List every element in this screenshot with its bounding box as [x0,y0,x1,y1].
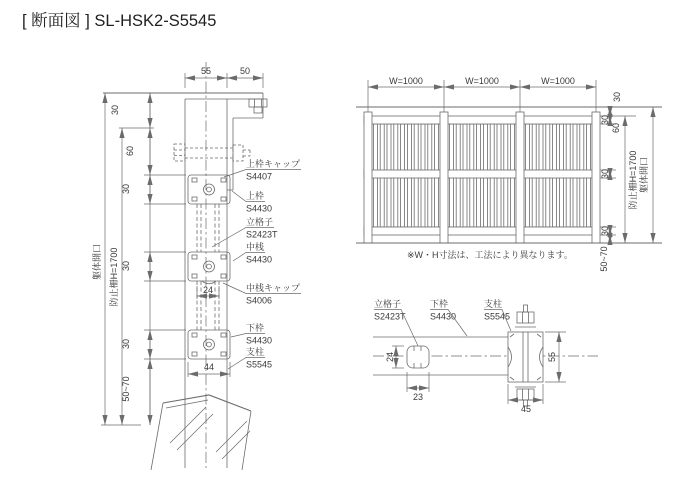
part-top-rail-code: S4430 [246,203,273,214]
mid-rail-box [188,252,230,284]
anchor-bolt [249,99,267,113]
detail-dim-45: 45 [520,404,532,414]
part-top-cap-name: 上枠キャップ [246,159,301,169]
dim-24: 24 [202,285,214,295]
dim-rail-width [188,362,230,377]
elevation-top-rail [364,116,600,124]
detail-dim-23: 23 [412,392,424,402]
bar-hidden-lines [197,204,219,330]
section-view [91,62,301,470]
elev-label-opening: 躯体開口 [639,156,649,194]
elev-dim-bottom-gap: 50~70 [599,246,609,272]
detail-dim-24: 24 [385,351,395,363]
part-top-cap-code: S4407 [246,171,273,182]
section-left-dims [91,93,186,425]
mid-cap-profile [202,281,216,284]
detail-bar-code: S2423T [374,311,406,322]
elevation-view [356,76,662,272]
concrete-sill [151,395,251,470]
dim-bottom-gap: 50~70 [121,376,131,402]
dim-bottom-rail-h: 30 [121,338,131,350]
label-fence-height: 防止柵H=1700 [109,247,119,307]
elev-dim-mid-rail-h: 30 [600,168,610,180]
detail-bar-section [407,346,429,368]
top-rail-box [188,175,230,204]
elev-dim-bottom-rail-h: 30 [600,225,610,237]
elev-dim-bracket-drop: 60 [611,122,621,134]
part-top-rail-name: 上枠 [246,191,265,201]
dim-50: 50 [239,66,251,76]
elevation-right-dims [599,92,653,272]
dim-w1: W=1000 [389,76,423,86]
dim-top-offset: 30 [110,104,120,116]
part-bar-code: S2423T [246,229,278,240]
detail-post-section [508,305,543,406]
page-title: [ 断面図 ] SL-HSK2-S5545 [22,12,217,30]
detail-view [373,298,598,414]
detail-dim-55: 55 [547,351,557,363]
elev-dim-top-rail-h: 30 [600,114,610,126]
elevation-mid-rail [364,170,600,178]
dim-55: 55 [200,66,212,76]
part-bottom-rail-name: 下枠 [246,323,265,333]
dim-w3: W=1000 [541,76,575,86]
dim-44: 44 [203,362,215,372]
part-bottom-rail-code: S4430 [246,335,273,346]
part-post-code: S5545 [246,359,273,370]
label-opening: 躯体開口 [92,243,102,281]
detail-post-code: S5545 [484,311,511,322]
dim-mid-rail-h: 30 [121,260,131,272]
dim-bar-width [197,285,219,299]
dim-w2: W=1000 [465,76,499,86]
part-bar-name: 立格子 [246,217,274,227]
section-part-labels [212,158,301,370]
part-mid-cap-name: 中桟キャップ [246,283,301,293]
bottom-rail-box [188,330,230,359]
elevation-bottom-rail [364,227,600,235]
part-mid-rail-code: S4430 [246,254,273,265]
elevation-note: ※W・H寸法は、工法により異なります。 [407,250,573,260]
detail-bottom-rail-code: S4430 [430,311,457,322]
part-mid-rail-name: 中桟 [246,242,265,252]
elev-label-fence-height: 防止柵H=1700 [628,150,638,210]
dim-bracket-drop: 60 [125,145,135,157]
detail-part-labels [374,298,511,348]
detail-bar-name: 立格子 [374,299,402,309]
elev-dim-top-offset: 30 [612,91,622,103]
dim-top-rail-h: 30 [121,183,131,195]
section-top-dims [185,66,263,88]
part-post-name: 支柱 [246,347,265,357]
detail-bottom-rail-name: 下枠 [430,299,449,309]
detail-post-name: 支柱 [484,299,503,309]
part-mid-cap-code: S4006 [246,295,273,306]
